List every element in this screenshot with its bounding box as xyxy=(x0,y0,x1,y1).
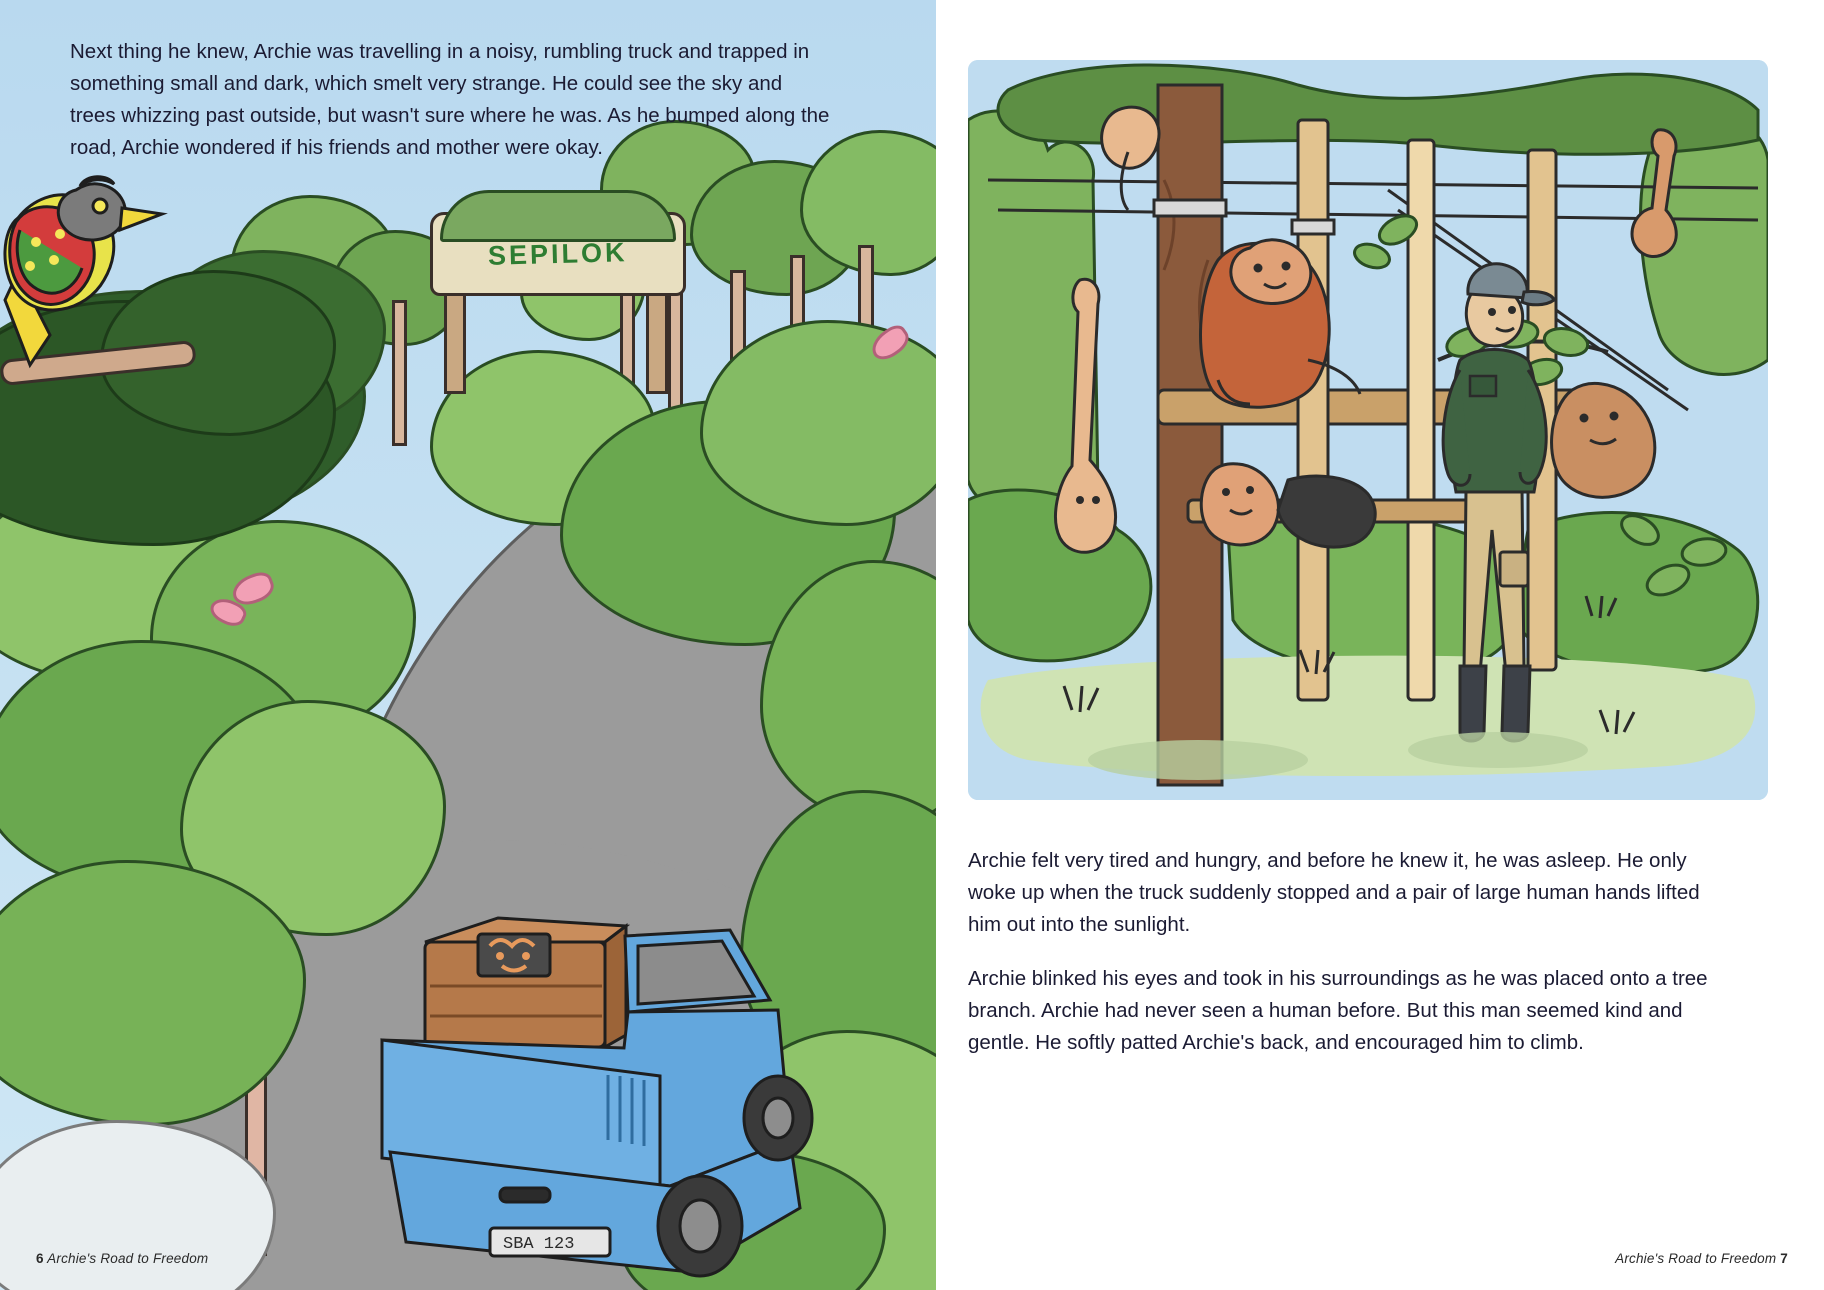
blue-pickup-truck xyxy=(370,890,930,1280)
left-page-number: 6 xyxy=(36,1251,44,1266)
right-paragraph-2: Archie blinked his eyes and took in his surroundings as he was placed onto a tree branch. Archie had never seen a human before. But this man seemed kind and gentle. He softly patted Archie's back, and encouraged him to climb. xyxy=(968,966,1708,1054)
right-footer-title: Archie's Road to Freedom xyxy=(1615,1251,1777,1266)
sign-label: SEPILOK xyxy=(487,236,629,271)
sepilok-sign xyxy=(430,190,680,300)
right-page xyxy=(936,0,1824,1290)
left-page-body xyxy=(70,36,830,164)
bird-illustration xyxy=(0,150,190,370)
right-page-body xyxy=(968,845,1708,1059)
right-page-footer xyxy=(1615,1251,1788,1266)
right-page-number: 7 xyxy=(1780,1251,1788,1266)
left-body-paragraph: Next thing he knew, Archie was travelling in a noisy, rumbling truck and trapped in something small and dark, which smelt very strange. He could see the sky and trees whizzing past outside, but wasn't sure where he was. As he bumped along the road, Archie wondered if his friends and mother were okay. xyxy=(70,40,830,159)
left-page-footer xyxy=(36,1251,208,1266)
sanctuary-illustration xyxy=(968,60,1768,800)
left-footer-title: Archie's Road to Freedom xyxy=(47,1251,209,1266)
svg-text:SBA 123: SBA 123 xyxy=(503,1235,575,1254)
right-paragraph-1: Archie felt very tired and hungry, and before he knew it, he was asleep. He only woke up when the truck suddenly stopped and a pair of large human hands lifted him out into the sunlight. xyxy=(968,849,1700,936)
